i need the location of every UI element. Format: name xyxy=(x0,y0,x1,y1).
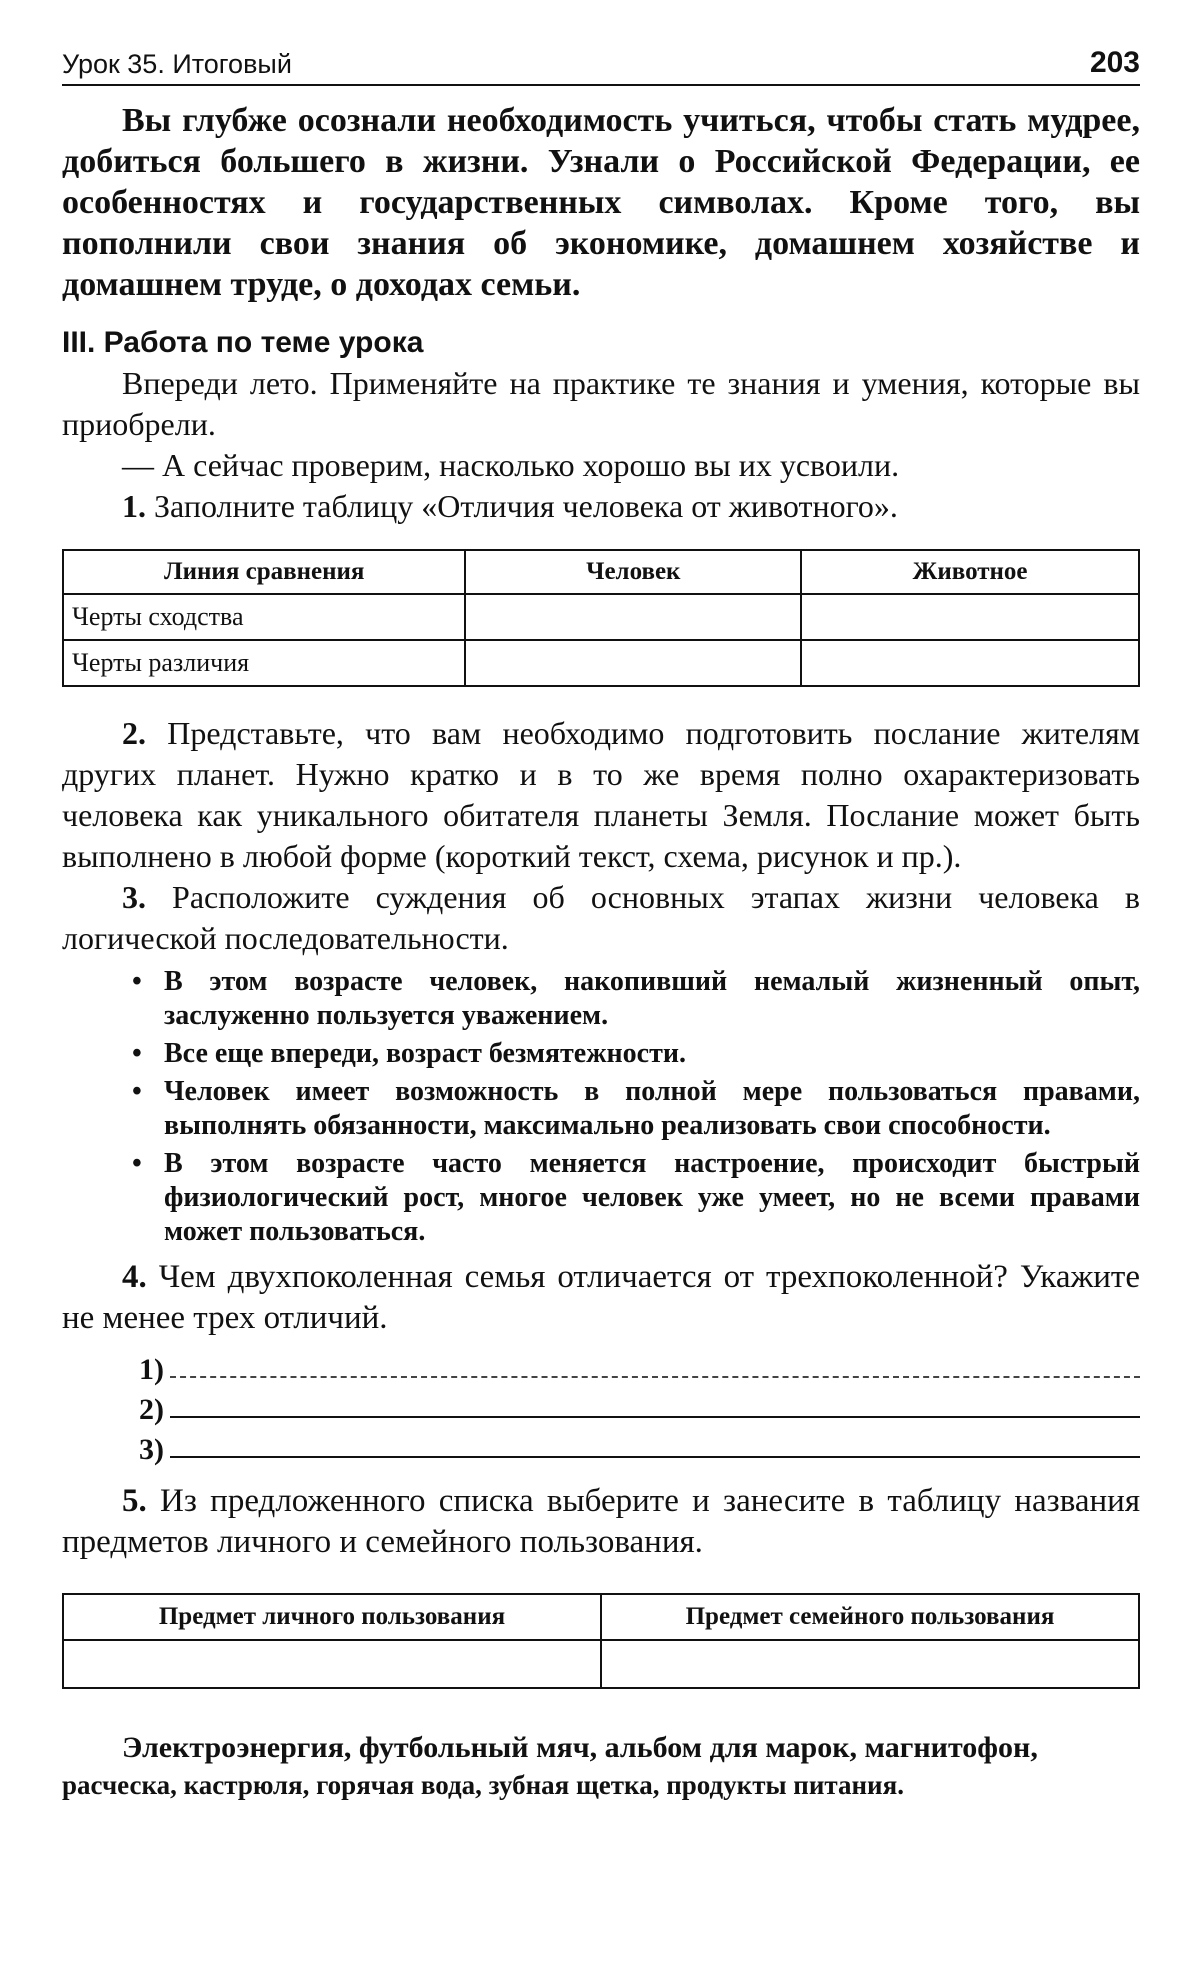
table1-row-label: Черты различия xyxy=(63,640,465,686)
summer-paragraph: Впереди лето. Применяйте на практике те знания и умения, которые вы приобрели. xyxy=(62,365,1140,442)
task1-text: Заполните таблицу «Отличия человека от животного». xyxy=(154,488,898,524)
answer-rule xyxy=(170,1416,1140,1418)
page xyxy=(62,40,1140,1803)
comparison-table xyxy=(62,549,1140,687)
answer-line-number: 2) xyxy=(139,1393,164,1426)
bullet-icon: • xyxy=(132,1076,142,1107)
list-item: • В этом возрасте часто меняется настроение, происходит быстрый физиологический рост, многое человек уже умеет, но не всеми правами может пользоваться. xyxy=(132,1148,1140,1247)
task4-text: Чем двухпоколенная семья отличается от трехпоколенной? Укажите не менее трех отличий. xyxy=(62,1259,1140,1336)
answer-line-number: 1) xyxy=(139,1353,164,1386)
page-number: 203 xyxy=(1089,46,1140,79)
task2-number: 2. xyxy=(122,715,146,751)
task3-text: Расположите суждения об основных этапах жизни человека в логической последовательности. xyxy=(62,879,1141,956)
answer-line-1[interactable] xyxy=(62,1347,1140,1387)
table-row xyxy=(63,640,1139,686)
task1 xyxy=(62,486,1140,527)
table2-header-personal: Предмет личного пользования xyxy=(63,1594,601,1640)
lesson-title: Урок 35. Итоговый xyxy=(62,49,292,79)
task3-number: 3. xyxy=(122,879,146,915)
task1-number: 1. xyxy=(122,488,146,524)
table2-header-family: Предмет семейного пользования xyxy=(601,1594,1139,1640)
answer-rule xyxy=(170,1456,1140,1458)
usage-table xyxy=(62,1593,1140,1689)
list-item: • Все еще впереди, возраст безмятежности. xyxy=(132,1038,686,1069)
task4-number: 4. xyxy=(122,1259,147,1295)
answer-line-3[interactable] xyxy=(62,1427,1140,1467)
bullet-icon: • xyxy=(132,1148,142,1179)
task5-text: Из предложенного списка выберите и занесите в таблицу названия предметов личного и семейного пользования. xyxy=(62,1483,1141,1560)
items-list xyxy=(62,1729,1140,1803)
table1-header-comparison: Линия сравнения xyxy=(63,550,465,594)
table-row xyxy=(63,594,1139,640)
table-row xyxy=(63,1640,1139,1688)
intro-paragraph: Вы глубже осознали необходимость учиться, чтобы стать мудрее, добиться большего в жизни. Узнали о Российской Федерации, ее особенностях и государственных символах. Кроме того, вы пополнили свои знания об экономике, домашнем хозяйстве и домашнем труде, о доходах семьи. xyxy=(62,102,1140,303)
stages-list xyxy=(62,965,1140,1249)
table2-cell-input[interactable] xyxy=(601,1640,1139,1688)
check-line: — А сейчас проверим, насколько хорошо вы их усвоили. xyxy=(122,447,900,483)
page-header xyxy=(62,40,1140,86)
table1-cell-input[interactable] xyxy=(801,640,1139,686)
answer-rule xyxy=(170,1376,1140,1378)
table1-row-label: Черты сходства xyxy=(63,594,465,640)
task2 xyxy=(62,713,1140,877)
bullet-icon: • xyxy=(132,966,142,997)
table1-header-human: Человек xyxy=(465,550,801,594)
task3 xyxy=(62,877,1140,959)
task2-text: Представьте, что вам необходимо подготовить послание жителям других планет. Нужно кратко и в то же время полно охарактеризовать человека как уникального обитателя планеты Земля. Послание может быть выполнено в любой форме (короткий текст, схема, рисунок и пр.). xyxy=(62,715,1141,874)
items-line-2: расческа, кастрюля, горячая вода, зубная щетка, продукты питания. xyxy=(62,1770,904,1800)
list-item: • В этом возрасте человек, накопивший немалый жизненный опыт, заслуженно пользуется уважением. xyxy=(132,966,1140,1031)
table1-header-animal: Животное xyxy=(801,550,1139,594)
answer-line-number: 3) xyxy=(139,1433,164,1466)
items-line-1: Электроэнергия, футбольный мяч, альбом для марок, магнитофон, xyxy=(122,1731,1038,1764)
table1-cell-input[interactable] xyxy=(465,640,801,686)
section-heading: III. Работа по теме урока xyxy=(62,326,424,359)
table2-cell-input[interactable] xyxy=(63,1640,601,1688)
task5-number: 5. xyxy=(122,1483,147,1519)
task5 xyxy=(62,1481,1140,1563)
answer-line-2[interactable] xyxy=(62,1387,1140,1427)
task4 xyxy=(62,1257,1140,1339)
bullet-icon: • xyxy=(132,1038,142,1069)
table1-cell-input[interactable] xyxy=(465,594,801,640)
answer-lines xyxy=(62,1347,1140,1467)
table1-cell-input[interactable] xyxy=(801,594,1139,640)
list-item: • Человек имеет возможность в полной мере пользоваться правами, выполнять обязанности, максимально реализовать свои способности. xyxy=(132,1076,1140,1141)
